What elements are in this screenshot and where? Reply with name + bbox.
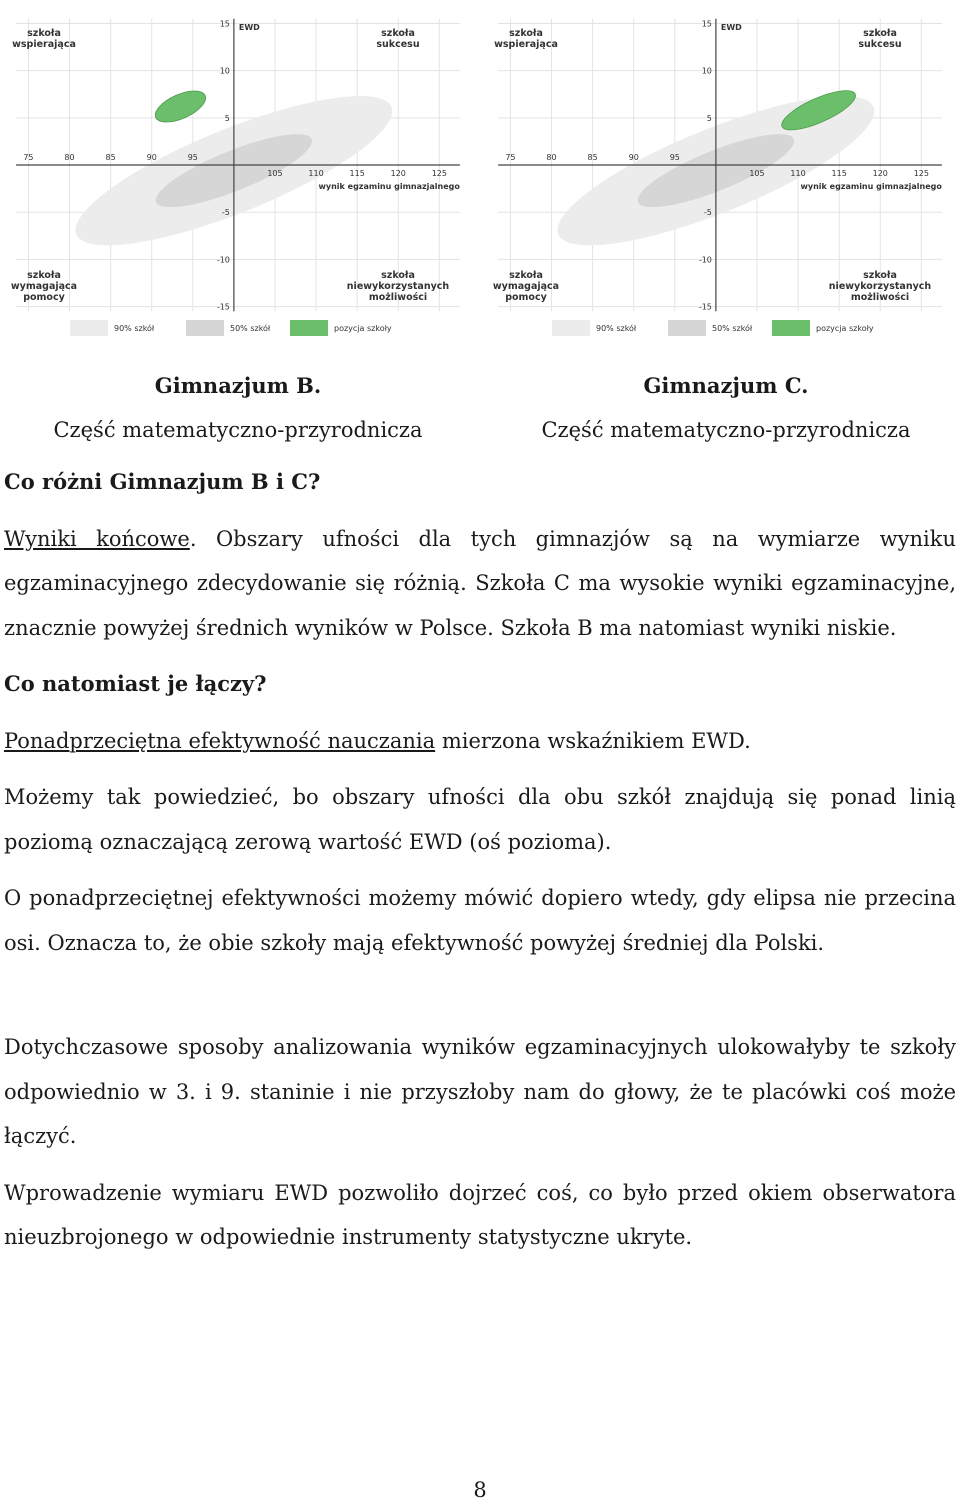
- x-tick-label: 95: [187, 153, 198, 162]
- quadrant-label-bottom-left: szkoła: [509, 270, 543, 281]
- y-tick-label: -10: [216, 255, 230, 265]
- legend-swatch: [70, 320, 108, 336]
- y-tick-label: -5: [703, 208, 712, 218]
- x-axis-title: wynik egzaminu gimnazjalnego: [318, 182, 460, 191]
- question-heading: Co różni Gimnazjum B i C?: [4, 469, 321, 494]
- quadrant-label-bottom-right: szkoła: [381, 270, 415, 281]
- x-tick-label: 90: [146, 153, 157, 162]
- paragraph: Możemy tak powiedzieć, bo obszary ufności dla obu szkół znajdują się ponad linią poziomą oznaczającą zerową wartość EWD (oś pozioma).: [4, 785, 956, 854]
- x-tick-label: 75: [23, 153, 34, 162]
- legend-label: 90% szkół: [114, 324, 155, 333]
- body-text: [4, 460, 956, 1272]
- quadrant-label-top-left: wspierająca: [12, 39, 76, 50]
- ewd-chart-svg: [8, 8, 468, 338]
- school-position-ellipse: [151, 85, 210, 129]
- paragraph: O ponadprzeciętnej efektywności możemy mówić dopiero wtedy, gdy elipsa nie przecina osi. Oznacza to, że obie szkoły mają efektywność powyżej średniej dla Polski.: [4, 886, 956, 955]
- x-tick-label: 95: [669, 153, 680, 162]
- x-tick-label: 120: [390, 169, 406, 178]
- caption-subtitle: Część matematyczno-przyrodnicza: [541, 418, 911, 442]
- x-tick-label: 110: [790, 169, 806, 178]
- y-tick-label: -15: [216, 302, 230, 312]
- quadrant-label-bottom-left: pomocy: [23, 292, 65, 303]
- x-tick-label: 80: [546, 153, 557, 162]
- efficiency-link[interactable]: Ponadprzeciętna efektywność nauczania: [4, 728, 436, 753]
- caption-title: Gimnazjum B.: [154, 373, 322, 398]
- caption-b: [3, 364, 473, 452]
- quadrant-label-top-left: szkoła: [509, 28, 543, 39]
- y-tick-label: 15: [219, 19, 230, 29]
- x-tick-label: 115: [349, 169, 365, 178]
- x-tick-label: 85: [105, 153, 116, 162]
- y-tick-label: 5: [706, 113, 712, 123]
- x-tick-label: 115: [831, 169, 847, 178]
- x-tick-label: 105: [267, 169, 283, 178]
- y-tick-label: -15: [698, 302, 712, 312]
- y-tick-label: -10: [698, 255, 712, 265]
- legend-swatch: [772, 320, 810, 336]
- quadrant-label-bottom-left: wymagająca: [10, 281, 78, 292]
- paragraph: Wprowadzenie wymiaru EWD pozwoliło dojrzeć coś, co było przed okiem obserwatora nieuzbrojonego w odpowiednie instrumenty statystyczne ukryte.: [4, 1180, 956, 1249]
- quadrant-label-bottom-right: niewykorzystanych: [346, 281, 450, 292]
- y-tick-label: -5: [221, 208, 230, 218]
- caption-title: Gimnazjum C.: [643, 373, 809, 398]
- x-tick-label: 105: [749, 169, 765, 178]
- y-tick-label: 5: [224, 113, 230, 123]
- legend-swatch: [552, 320, 590, 336]
- page-number: 8: [473, 1478, 487, 1502]
- y-axis-title: EWD: [720, 23, 742, 33]
- quadrant-label-top-right: szkoła: [863, 28, 897, 39]
- y-tick-label: 15: [701, 19, 712, 29]
- y-tick-label: 10: [219, 66, 230, 76]
- quadrant-label-bottom-right: możliwości: [368, 292, 428, 303]
- x-tick-label: 125: [431, 169, 447, 178]
- x-tick-label: 75: [505, 153, 516, 162]
- legend-label: pozycja szkoły: [334, 324, 392, 333]
- quadrant-label-top-right: szkoła: [381, 28, 415, 39]
- question-heading: Co natomiast je łączy?: [4, 671, 267, 696]
- x-tick-label: 110: [308, 169, 324, 178]
- results-link[interactable]: Wyniki końcowe: [4, 526, 190, 551]
- legend-label: 50% szkół: [230, 324, 271, 333]
- quadrant-label-top-left: szkoła: [27, 28, 61, 39]
- quadrant-label-bottom-right: niewykorzystanych: [828, 281, 932, 292]
- y-axis-title: EWD: [238, 23, 260, 33]
- legend-label: pozycja szkoły: [816, 324, 874, 333]
- quadrant-label-bottom-left: wymagająca: [492, 281, 560, 292]
- x-axis-title: wynik egzaminu gimnazjalnego: [800, 182, 942, 191]
- ewd-chart-c: [490, 8, 950, 338]
- x-tick-label: 85: [587, 153, 598, 162]
- paragraph-text: mierzona wskaźnikiem EWD.: [435, 728, 751, 753]
- quadrant-label-bottom-left: pomocy: [505, 292, 547, 303]
- ewd-chart-b: [8, 8, 468, 338]
- ewd-chart-svg: [490, 8, 950, 338]
- paragraph-text: . Obszary ufności dla tych gimnazjów są na wymiarze wyniku egzaminacyjnego zdecydowanie się różnią. Szkoła C ma wysokie wyniki egzaminacyjne, znacznie powyżej średnich wyników w Polsce. Szkoła B ma natomiast wyniki niskie.: [4, 526, 956, 640]
- legend-swatch: [668, 320, 706, 336]
- paragraph: [4, 517, 956, 651]
- y-tick-label: 10: [701, 66, 712, 76]
- paragraph: [4, 719, 956, 764]
- legend-swatch: [290, 320, 328, 336]
- x-tick-label: 90: [628, 153, 639, 162]
- quadrant-label-top-left: wspierająca: [494, 39, 558, 50]
- quadrant-label-bottom-left: szkoła: [27, 270, 61, 281]
- quadrant-label-bottom-right: możliwości: [850, 292, 910, 303]
- quadrant-label-top-right: sukcesu: [858, 39, 902, 50]
- quadrant-label-bottom-right: szkoła: [863, 270, 897, 281]
- paragraph: Dotychczasowe sposoby analizowania wyników egzaminacyjnych ulokowałyby te szkoły odpowiednio w 3. i 9. staninie i nie przyszłoby nam do głowy, że te placówki coś może łączyć.: [4, 1035, 956, 1148]
- legend-label: 50% szkół: [712, 324, 753, 333]
- caption-subtitle: Część matematyczno-przyrodnicza: [53, 418, 423, 442]
- x-tick-label: 125: [913, 169, 929, 178]
- x-tick-label: 120: [872, 169, 888, 178]
- quadrant-label-top-right: sukcesu: [376, 39, 420, 50]
- caption-c: [491, 364, 960, 452]
- legend-swatch: [186, 320, 224, 336]
- x-tick-label: 80: [64, 153, 75, 162]
- legend-label: 90% szkół: [596, 324, 637, 333]
